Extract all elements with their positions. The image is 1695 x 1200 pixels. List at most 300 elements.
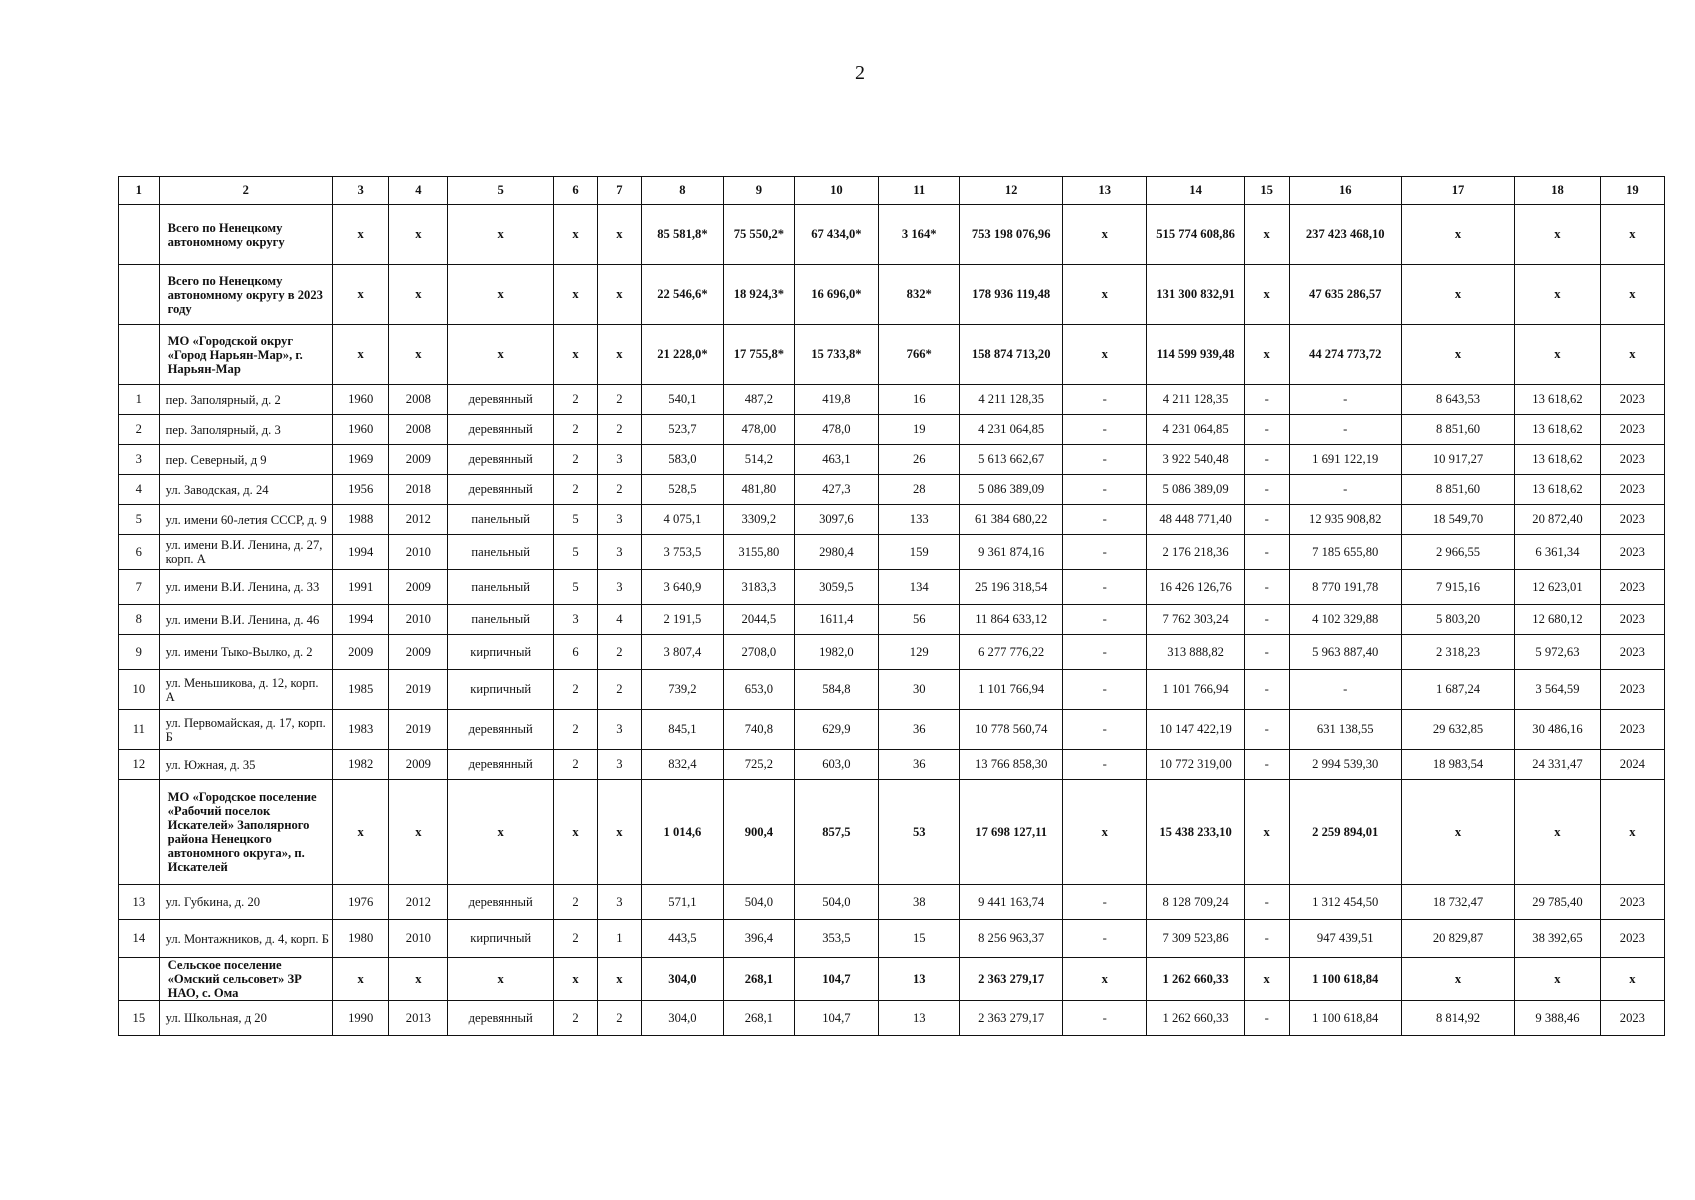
cell-address: ул. Южная, д. 35 bbox=[159, 750, 332, 780]
cell-cost-owners: 4 102 329,88 bbox=[1289, 605, 1401, 635]
cell-wall-material: деревянный bbox=[448, 750, 554, 780]
cell-repair-year: 2010 bbox=[389, 605, 448, 635]
cell-area-residential: 603,0 bbox=[794, 750, 878, 780]
cell-cost-fund: х bbox=[1062, 958, 1146, 1001]
table-row bbox=[119, 535, 1665, 570]
cell-address: МО «Городской округ «Город Нарьян-Мар», г. Нарьян-Мар bbox=[159, 325, 332, 385]
cell-cost-local: - bbox=[1244, 885, 1289, 920]
cell-area-residential: 16 696,0* bbox=[794, 265, 878, 325]
summary-row bbox=[119, 780, 1665, 885]
cell-cost-total: 2 363 279,17 bbox=[960, 1001, 1063, 1036]
cell-cost-total: 6 277 776,22 bbox=[960, 635, 1063, 670]
cell-cost-local: х bbox=[1244, 205, 1289, 265]
cell-row-number: 10 bbox=[119, 670, 160, 710]
cell-build-year: х bbox=[332, 265, 389, 325]
cell-row-number: 5 bbox=[119, 505, 160, 535]
cell-area-living: 487,2 bbox=[724, 385, 795, 415]
cell-wall-material: х bbox=[448, 780, 554, 885]
column-header-cost-limit: 18 bbox=[1515, 177, 1601, 205]
cell-floors: 5 bbox=[554, 535, 598, 570]
cell-area-living: 3309,2 bbox=[724, 505, 795, 535]
cell-area-total: 304,0 bbox=[641, 958, 723, 1001]
cell-area-total: 1 014,6 bbox=[641, 780, 723, 885]
cell-entrances: 3 bbox=[597, 535, 641, 570]
cell-cost-limit: 13 618,62 bbox=[1515, 445, 1601, 475]
cell-row-number: 13 bbox=[119, 885, 160, 920]
cell-completion-year: х bbox=[1600, 325, 1664, 385]
cell-cost-local: - bbox=[1244, 570, 1289, 605]
cell-residents: 134 bbox=[879, 570, 960, 605]
cell-address: пер. Северный, д 9 bbox=[159, 445, 332, 475]
cell-row-number: 6 bbox=[119, 535, 160, 570]
cell-cost-total: 158 874 713,20 bbox=[960, 325, 1063, 385]
cell-cost-total: 11 864 633,12 bbox=[960, 605, 1063, 635]
cell-entrances: 4 bbox=[597, 605, 641, 635]
summary-row bbox=[119, 325, 1665, 385]
cell-cost-okrug: 7 762 303,24 bbox=[1147, 605, 1244, 635]
cell-wall-material: х bbox=[448, 265, 554, 325]
cell-area-residential: 353,5 bbox=[794, 920, 878, 958]
cell-completion-year: х bbox=[1600, 958, 1664, 1001]
cell-area-total: 523,7 bbox=[641, 415, 723, 445]
column-header-floors: 6 bbox=[554, 177, 598, 205]
cell-cost-per-sqm: х bbox=[1401, 780, 1514, 885]
cell-build-year: х bbox=[332, 325, 389, 385]
cell-repair-year: 2009 bbox=[389, 635, 448, 670]
cell-wall-material: деревянный bbox=[448, 885, 554, 920]
cell-cost-per-sqm: 2 966,55 bbox=[1401, 535, 1514, 570]
cell-residents: 53 bbox=[879, 780, 960, 885]
cell-cost-local: х bbox=[1244, 780, 1289, 885]
table-row bbox=[119, 750, 1665, 780]
cell-cost-fund: - bbox=[1062, 535, 1146, 570]
cell-cost-per-sqm: х bbox=[1401, 265, 1514, 325]
cell-area-total: 845,1 bbox=[641, 710, 723, 750]
cell-cost-okrug: 4 211 128,35 bbox=[1147, 385, 1244, 415]
cell-wall-material: х bbox=[448, 958, 554, 1001]
cell-row-number: 1 bbox=[119, 385, 160, 415]
cell-area-residential: 504,0 bbox=[794, 885, 878, 920]
cell-floors: х bbox=[554, 958, 598, 1001]
table-row bbox=[119, 920, 1665, 958]
cell-area-residential: 2980,4 bbox=[794, 535, 878, 570]
cell-row-number: 14 bbox=[119, 920, 160, 958]
cell-cost-owners: 947 439,51 bbox=[1289, 920, 1401, 958]
cell-cost-owners: 5 963 887,40 bbox=[1289, 635, 1401, 670]
cell-cost-okrug: 313 888,82 bbox=[1147, 635, 1244, 670]
cell-repair-year: 2019 bbox=[389, 710, 448, 750]
cell-row-number: 2 bbox=[119, 415, 160, 445]
cell-area-living: 900,4 bbox=[724, 780, 795, 885]
cell-cost-local: - bbox=[1244, 710, 1289, 750]
column-header-build-year: 3 bbox=[332, 177, 389, 205]
cell-build-year: 1985 bbox=[332, 670, 389, 710]
cell-cost-okrug: 5 086 389,09 bbox=[1147, 475, 1244, 505]
cell-residents: 159 bbox=[879, 535, 960, 570]
cell-cost-okrug: 114 599 939,48 bbox=[1147, 325, 1244, 385]
cell-cost-limit: х bbox=[1515, 265, 1601, 325]
cell-area-living: 268,1 bbox=[724, 1001, 795, 1036]
cell-floors: 5 bbox=[554, 505, 598, 535]
cell-cost-total: 9 361 874,16 bbox=[960, 535, 1063, 570]
cell-cost-per-sqm: 5 803,20 bbox=[1401, 605, 1514, 635]
column-header-area-total: 8 bbox=[641, 177, 723, 205]
cell-build-year: 1960 bbox=[332, 415, 389, 445]
cell-row-number bbox=[119, 780, 160, 885]
cell-cost-limit: 29 785,40 bbox=[1515, 885, 1601, 920]
cell-address: ул. Заводская, д. 24 bbox=[159, 475, 332, 505]
table-row bbox=[119, 635, 1665, 670]
cell-completion-year: 2023 bbox=[1600, 1001, 1664, 1036]
cell-entrances: 3 bbox=[597, 445, 641, 475]
cell-completion-year: 2023 bbox=[1600, 635, 1664, 670]
cell-cost-owners: 47 635 286,57 bbox=[1289, 265, 1401, 325]
column-header-cost-total: 12 bbox=[960, 177, 1063, 205]
cell-residents: 26 bbox=[879, 445, 960, 475]
cell-address: ул. Школьная, д 20 bbox=[159, 1001, 332, 1036]
cell-cost-local: - bbox=[1244, 445, 1289, 475]
cell-residents: 3 164* bbox=[879, 205, 960, 265]
cell-cost-limit: 30 486,16 bbox=[1515, 710, 1601, 750]
cell-cost-owners: 2 259 894,01 bbox=[1289, 780, 1401, 885]
cell-cost-limit: 20 872,40 bbox=[1515, 505, 1601, 535]
cell-cost-limit: х bbox=[1515, 205, 1601, 265]
cell-cost-fund: - bbox=[1062, 670, 1146, 710]
cell-cost-okrug: 10 147 422,19 bbox=[1147, 710, 1244, 750]
cell-area-living: 725,2 bbox=[724, 750, 795, 780]
cell-cost-local: х bbox=[1244, 265, 1289, 325]
cell-cost-limit: 24 331,47 bbox=[1515, 750, 1601, 780]
table-row bbox=[119, 670, 1665, 710]
cell-residents: 766* bbox=[879, 325, 960, 385]
cell-area-total: 528,5 bbox=[641, 475, 723, 505]
cell-area-residential: 419,8 bbox=[794, 385, 878, 415]
column-header-row-number: 1 bbox=[119, 177, 160, 205]
cell-completion-year: х bbox=[1600, 780, 1664, 885]
cell-entrances: 2 bbox=[597, 670, 641, 710]
column-header-residents: 11 bbox=[879, 177, 960, 205]
cell-repair-year: 2009 bbox=[389, 445, 448, 475]
cell-cost-fund: - bbox=[1062, 885, 1146, 920]
cell-wall-material: кирпичный bbox=[448, 920, 554, 958]
cell-area-residential: 1982,0 bbox=[794, 635, 878, 670]
column-header-address: 2 bbox=[159, 177, 332, 205]
cell-cost-owners: 7 185 655,80 bbox=[1289, 535, 1401, 570]
cell-build-year: 1956 bbox=[332, 475, 389, 505]
cell-cost-limit: 5 972,63 bbox=[1515, 635, 1601, 670]
cell-address: ул. имени В.И. Ленина, д. 27, корп. А bbox=[159, 535, 332, 570]
cell-wall-material: х bbox=[448, 205, 554, 265]
cell-cost-total: 4 211 128,35 bbox=[960, 385, 1063, 415]
cell-cost-per-sqm: 8 851,60 bbox=[1401, 415, 1514, 445]
cell-completion-year: 2023 bbox=[1600, 385, 1664, 415]
cell-repair-year: 2018 bbox=[389, 475, 448, 505]
cell-cost-total: 753 198 076,96 bbox=[960, 205, 1063, 265]
cell-area-residential: 584,8 bbox=[794, 670, 878, 710]
cell-cost-local: х bbox=[1244, 958, 1289, 1001]
cell-area-total: 3 753,5 bbox=[641, 535, 723, 570]
cell-address: МО «Городское поселение «Рабочий поселок Искателей» Заполярного района Ненецкого автономного округа», п. Искателей bbox=[159, 780, 332, 885]
cell-cost-okrug: 16 426 126,76 bbox=[1147, 570, 1244, 605]
cell-completion-year: 2023 bbox=[1600, 885, 1664, 920]
cell-area-total: 540,1 bbox=[641, 385, 723, 415]
cell-cost-limit: 3 564,59 bbox=[1515, 670, 1601, 710]
cell-cost-okrug: 2 176 218,36 bbox=[1147, 535, 1244, 570]
cell-area-residential: 857,5 bbox=[794, 780, 878, 885]
cell-residents: 19 bbox=[879, 415, 960, 445]
cell-cost-fund: - bbox=[1062, 750, 1146, 780]
cell-cost-per-sqm: х bbox=[1401, 205, 1514, 265]
cell-row-number: 4 bbox=[119, 475, 160, 505]
cell-cost-limit: 6 361,34 bbox=[1515, 535, 1601, 570]
cell-cost-owners: - bbox=[1289, 415, 1401, 445]
cell-repair-year: 2009 bbox=[389, 570, 448, 605]
cell-completion-year: 2024 bbox=[1600, 750, 1664, 780]
cell-entrances: х bbox=[597, 325, 641, 385]
cell-cost-okrug: 3 922 540,48 bbox=[1147, 445, 1244, 475]
cell-build-year: 1982 bbox=[332, 750, 389, 780]
cell-cost-total: 5 086 389,09 bbox=[960, 475, 1063, 505]
cell-area-living: 18 924,3* bbox=[724, 265, 795, 325]
cell-build-year: х bbox=[332, 780, 389, 885]
cell-build-year: 1960 bbox=[332, 385, 389, 415]
column-header-completion-year: 19 bbox=[1600, 177, 1664, 205]
cell-cost-fund: - bbox=[1062, 505, 1146, 535]
cell-floors: х bbox=[554, 265, 598, 325]
cell-cost-owners: - bbox=[1289, 475, 1401, 505]
cell-entrances: х bbox=[597, 205, 641, 265]
cell-build-year: 1980 bbox=[332, 920, 389, 958]
cell-repair-year: 2010 bbox=[389, 920, 448, 958]
summary-row bbox=[119, 205, 1665, 265]
cell-cost-local: - bbox=[1244, 535, 1289, 570]
cell-address: Сельское поселение «Омский сельсовет» ЗР НАО, с. Ома bbox=[159, 958, 332, 1001]
cell-completion-year: 2023 bbox=[1600, 475, 1664, 505]
cell-build-year: х bbox=[332, 958, 389, 1001]
cell-row-number: 9 bbox=[119, 635, 160, 670]
cell-cost-limit: 12 623,01 bbox=[1515, 570, 1601, 605]
cell-area-residential: 463,1 bbox=[794, 445, 878, 475]
cell-residents: 16 bbox=[879, 385, 960, 415]
cell-repair-year: х bbox=[389, 958, 448, 1001]
cell-wall-material: деревянный bbox=[448, 415, 554, 445]
cell-cost-per-sqm: 7 915,16 bbox=[1401, 570, 1514, 605]
cell-build-year: 1976 bbox=[332, 885, 389, 920]
cell-cost-per-sqm: 10 917,27 bbox=[1401, 445, 1514, 475]
column-header-wall-material: 5 bbox=[448, 177, 554, 205]
cell-build-year: 1994 bbox=[332, 605, 389, 635]
cell-repair-year: х bbox=[389, 325, 448, 385]
cell-residents: 36 bbox=[879, 750, 960, 780]
cell-cost-okrug: 1 262 660,33 bbox=[1147, 1001, 1244, 1036]
cell-address: пер. Заполярный, д. 3 bbox=[159, 415, 332, 445]
housing-table bbox=[118, 176, 1665, 1036]
cell-floors: х bbox=[554, 205, 598, 265]
cell-area-living: 478,00 bbox=[724, 415, 795, 445]
table-row bbox=[119, 710, 1665, 750]
cell-cost-per-sqm: 8 851,60 bbox=[1401, 475, 1514, 505]
cell-cost-owners: 1 100 618,84 bbox=[1289, 1001, 1401, 1036]
cell-area-total: 3 640,9 bbox=[641, 570, 723, 605]
cell-row-number: 3 bbox=[119, 445, 160, 475]
cell-cost-per-sqm: 29 632,85 bbox=[1401, 710, 1514, 750]
cell-wall-material: кирпичный bbox=[448, 670, 554, 710]
cell-entrances: х bbox=[597, 780, 641, 885]
cell-cost-per-sqm: 8 814,92 bbox=[1401, 1001, 1514, 1036]
cell-cost-local: - bbox=[1244, 605, 1289, 635]
cell-area-residential: 15 733,8* bbox=[794, 325, 878, 385]
column-header-cost-owners: 16 bbox=[1289, 177, 1401, 205]
cell-cost-per-sqm: 18 983,54 bbox=[1401, 750, 1514, 780]
cell-cost-per-sqm: 18 549,70 bbox=[1401, 505, 1514, 535]
cell-wall-material: х bbox=[448, 325, 554, 385]
cell-cost-fund: - bbox=[1062, 1001, 1146, 1036]
cell-area-residential: 478,0 bbox=[794, 415, 878, 445]
column-header-cost-per-sqm: 17 bbox=[1401, 177, 1514, 205]
cell-cost-owners: 1 100 618,84 bbox=[1289, 958, 1401, 1001]
cell-cost-okrug: 1 101 766,94 bbox=[1147, 670, 1244, 710]
cell-area-living: 3183,3 bbox=[724, 570, 795, 605]
cell-row-number: 12 bbox=[119, 750, 160, 780]
cell-completion-year: 2023 bbox=[1600, 535, 1664, 570]
cell-cost-limit: х bbox=[1515, 958, 1601, 1001]
summary-row bbox=[119, 265, 1665, 325]
cell-address: ул. имени В.И. Ленина, д. 33 bbox=[159, 570, 332, 605]
cell-row-number: 11 bbox=[119, 710, 160, 750]
cell-area-total: 571,1 bbox=[641, 885, 723, 920]
cell-floors: 6 bbox=[554, 635, 598, 670]
cell-cost-owners: 631 138,55 bbox=[1289, 710, 1401, 750]
cell-cost-owners: 12 935 908,82 bbox=[1289, 505, 1401, 535]
cell-area-residential: 427,3 bbox=[794, 475, 878, 505]
cell-cost-total: 2 363 279,17 bbox=[960, 958, 1063, 1001]
cell-area-total: 85 581,8* bbox=[641, 205, 723, 265]
cell-cost-limit: 9 388,46 bbox=[1515, 1001, 1601, 1036]
cell-row-number: 15 bbox=[119, 1001, 160, 1036]
cell-entrances: 2 bbox=[597, 1001, 641, 1036]
cell-residents: 129 bbox=[879, 635, 960, 670]
cell-cost-owners: 237 423 468,10 bbox=[1289, 205, 1401, 265]
cell-cost-local: х bbox=[1244, 325, 1289, 385]
cell-cost-total: 25 196 318,54 bbox=[960, 570, 1063, 605]
cell-cost-limit: 13 618,62 bbox=[1515, 475, 1601, 505]
cell-cost-per-sqm: 1 687,24 bbox=[1401, 670, 1514, 710]
cell-residents: 38 bbox=[879, 885, 960, 920]
cell-cost-fund: - bbox=[1062, 445, 1146, 475]
cell-cost-per-sqm: 2 318,23 bbox=[1401, 635, 1514, 670]
cell-cost-okrug: 8 128 709,24 bbox=[1147, 885, 1244, 920]
cell-residents: 15 bbox=[879, 920, 960, 958]
table-row bbox=[119, 605, 1665, 635]
cell-floors: 2 bbox=[554, 670, 598, 710]
cell-wall-material: панельный bbox=[448, 605, 554, 635]
cell-row-number bbox=[119, 205, 160, 265]
cell-build-year: 2009 bbox=[332, 635, 389, 670]
cell-cost-fund: - bbox=[1062, 570, 1146, 605]
cell-repair-year: 2019 bbox=[389, 670, 448, 710]
cell-wall-material: деревянный bbox=[448, 710, 554, 750]
cell-cost-total: 61 384 680,22 bbox=[960, 505, 1063, 535]
cell-cost-fund: - bbox=[1062, 415, 1146, 445]
cell-cost-limit: 13 618,62 bbox=[1515, 385, 1601, 415]
table-row bbox=[119, 385, 1665, 415]
column-header-area-living: 9 bbox=[724, 177, 795, 205]
cell-wall-material: панельный bbox=[448, 535, 554, 570]
cell-wall-material: кирпичный bbox=[448, 635, 554, 670]
cell-cost-local: - bbox=[1244, 505, 1289, 535]
cell-cost-per-sqm: 18 732,47 bbox=[1401, 885, 1514, 920]
cell-repair-year: 2013 bbox=[389, 1001, 448, 1036]
cell-floors: х bbox=[554, 325, 598, 385]
cell-entrances: х bbox=[597, 958, 641, 1001]
cell-area-living: 396,4 bbox=[724, 920, 795, 958]
cell-floors: х bbox=[554, 780, 598, 885]
cell-area-residential: 67 434,0* bbox=[794, 205, 878, 265]
cell-address: ул. имени В.И. Ленина, д. 46 bbox=[159, 605, 332, 635]
cell-area-living: 268,1 bbox=[724, 958, 795, 1001]
summary-row bbox=[119, 958, 1665, 1001]
cell-completion-year: х bbox=[1600, 205, 1664, 265]
cell-cost-limit: х bbox=[1515, 780, 1601, 885]
cell-cost-fund: - bbox=[1062, 635, 1146, 670]
cell-repair-year: 2012 bbox=[389, 505, 448, 535]
cell-row-number bbox=[119, 958, 160, 1001]
cell-cost-fund: х bbox=[1062, 265, 1146, 325]
cell-cost-total: 10 778 560,74 bbox=[960, 710, 1063, 750]
cell-residents: 13 bbox=[879, 958, 960, 1001]
cell-floors: 2 bbox=[554, 885, 598, 920]
cell-area-living: 481,80 bbox=[724, 475, 795, 505]
cell-address: ул. имени 60-летия СССР, д. 9 bbox=[159, 505, 332, 535]
cell-build-year: 1990 bbox=[332, 1001, 389, 1036]
cell-cost-total: 17 698 127,11 bbox=[960, 780, 1063, 885]
cell-entrances: 3 bbox=[597, 570, 641, 605]
cell-row-number: 7 bbox=[119, 570, 160, 605]
cell-entrances: 1 bbox=[597, 920, 641, 958]
cell-cost-okrug: 10 772 319,00 bbox=[1147, 750, 1244, 780]
cell-residents: 133 bbox=[879, 505, 960, 535]
cell-cost-total: 4 231 064,85 bbox=[960, 415, 1063, 445]
cell-cost-owners: 1 312 454,50 bbox=[1289, 885, 1401, 920]
cell-area-total: 22 546,6* bbox=[641, 265, 723, 325]
cell-completion-year: 2023 bbox=[1600, 920, 1664, 958]
cell-cost-fund: х bbox=[1062, 205, 1146, 265]
cell-cost-fund: - bbox=[1062, 710, 1146, 750]
column-header-cost-okrug: 14 bbox=[1147, 177, 1244, 205]
cell-area-total: 4 075,1 bbox=[641, 505, 723, 535]
cell-address: Всего по Ненецкому автономному округу в 2023 году bbox=[159, 265, 332, 325]
cell-residents: 13 bbox=[879, 1001, 960, 1036]
cell-completion-year: 2023 bbox=[1600, 670, 1664, 710]
cell-area-total: 583,0 bbox=[641, 445, 723, 475]
cell-repair-year: 2009 bbox=[389, 750, 448, 780]
cell-cost-local: - bbox=[1244, 415, 1289, 445]
cell-floors: 2 bbox=[554, 1001, 598, 1036]
cell-floors: 2 bbox=[554, 750, 598, 780]
table-row bbox=[119, 885, 1665, 920]
cell-area-total: 443,5 bbox=[641, 920, 723, 958]
cell-cost-per-sqm: х bbox=[1401, 958, 1514, 1001]
cell-entrances: 2 bbox=[597, 475, 641, 505]
column-header-entrances: 7 bbox=[597, 177, 641, 205]
cell-build-year: 1991 bbox=[332, 570, 389, 605]
cell-cost-limit: х bbox=[1515, 325, 1601, 385]
cell-cost-per-sqm: 20 829,87 bbox=[1401, 920, 1514, 958]
cell-floors: 2 bbox=[554, 385, 598, 415]
column-header-area-residential: 10 bbox=[794, 177, 878, 205]
cell-completion-year: 2023 bbox=[1600, 505, 1664, 535]
cell-area-residential: 3097,6 bbox=[794, 505, 878, 535]
